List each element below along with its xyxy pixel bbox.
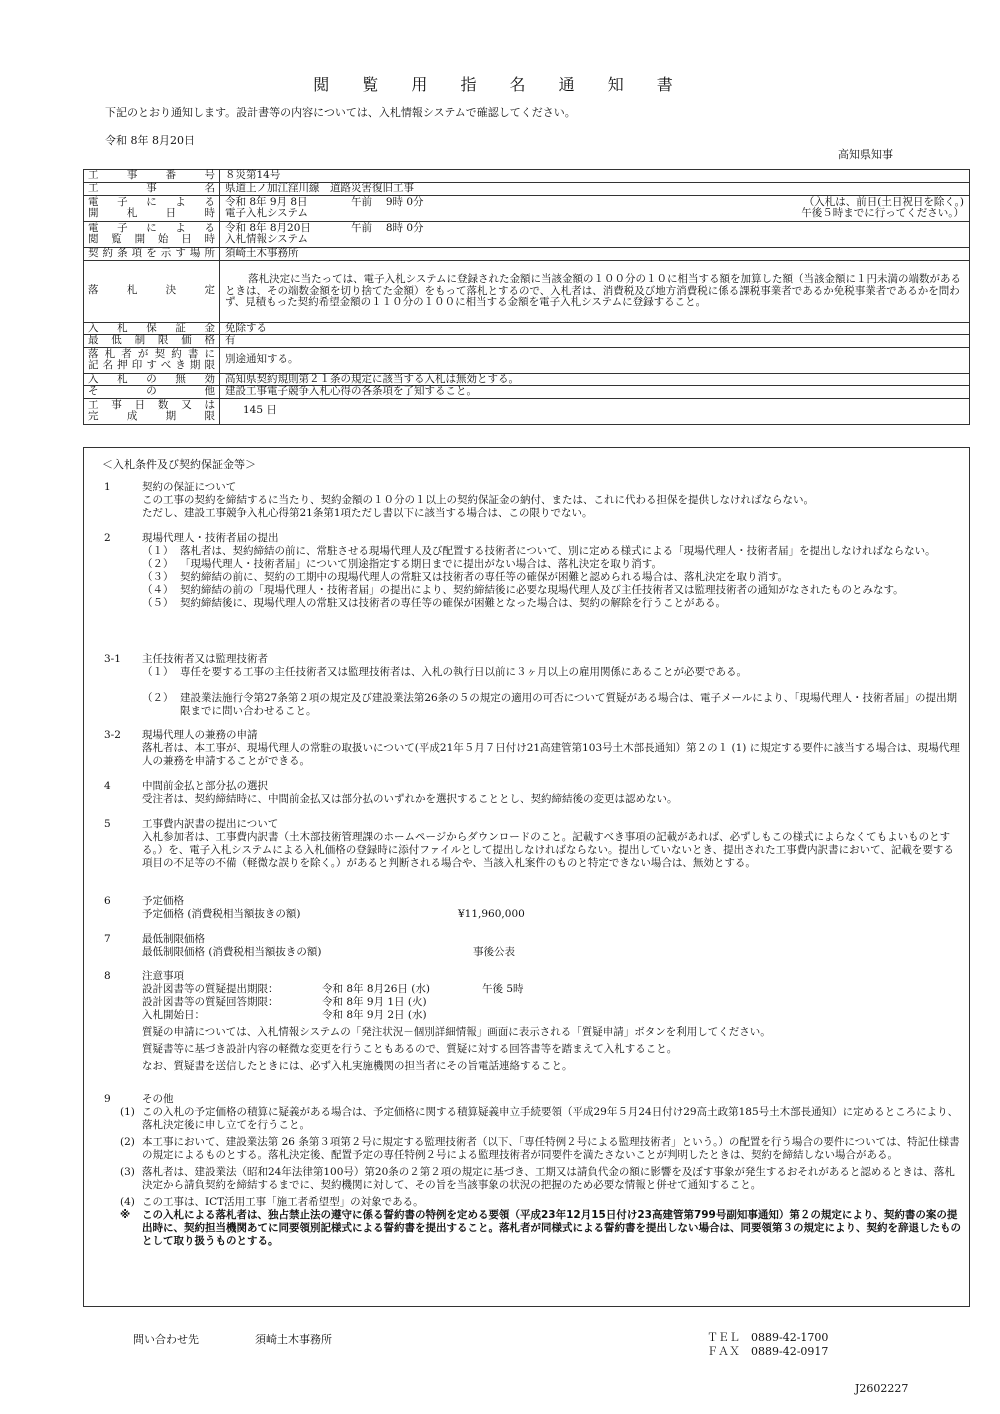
section-9-item: (4) この工事は、ICT活用工事「施工者希望型」の対象である。 [120, 1196, 424, 1208]
contract-place: 須崎土木事務所 [220, 247, 970, 260]
section-8: 8 注意事項 設計図書等の質疑提出期限： 令和 8年 8月26日 (水) 午後 5時 設計図書等の質疑回答期限： 令和 8年 9月 1日 (火) 入札開始日： 令和 8年 9月 2日 (水) 質疑の申請については、入札情報システムの「発注状況－個別詳細情報」画面に表示される「質疑申請」ボタンを利用してください。 質疑書等に基づき設計内容の軽微な変更を行うこともあるので、質疑に対する回答書等を踏まえて入札すること。 なお、質疑書を送信したときには、必ず入札実施機関の担当者にその旨電話連絡すること。 [104, 970, 964, 1073]
invalid: 高知県契約規則第２１条の規定に該当する入札は無効とする。 [220, 373, 970, 386]
sign-deadline: 別途通知する。 [220, 347, 970, 373]
label-contract-place: 契約条項を示す場所 [84, 247, 220, 260]
section-5-title: 工事費内訳書の提出について [142, 818, 279, 830]
label-other: そ の 他 [84, 386, 220, 399]
info-table [83, 169, 970, 425]
label-bid-datetime: 電 子 に よ る 開 札 日 時 [84, 195, 220, 221]
section-1: 1 契約の保証について この工事の契約を締結するに当たり、契約金額の１０分の１以上の契約保証金の納付、または、これに代わる担保を提供しなければならない。 ただし、建設工事競争入札心得第21条第1項ただし書以下に該当する場合は、この限りでない。 [104, 481, 964, 520]
label-award: 落 札 決 定 [84, 260, 220, 322]
label-view-datetime: 電 子 に よ る 閲 覧 開 始 日 時 [84, 221, 220, 247]
min-price: 有 [220, 335, 970, 348]
label-min-price: 最 低 制 限 価 格 [84, 335, 220, 348]
view-system: 入札情報システム [225, 233, 308, 245]
section-3-1-title: 主任技術者又は監理技術者 [142, 653, 268, 665]
bid-date: 令和 8年 9月 8日 [225, 195, 308, 208]
section-4: 4 中間前金払と部分払の選択 受注者は、契約締結時に、中間前金払又は部分払のいずれかを選択することとし、契約締結後の変更は認めない。 [104, 780, 964, 806]
issuing-authority: 高知県知事 [838, 148, 893, 161]
section-2-title: 現場代理人・技術者届の提出 [142, 532, 279, 544]
view-date: 令和 8年 8月20日 [225, 221, 311, 234]
section-3-2: 3-2 現場代理人の兼務の申請 落札者は、本工事が、現場代理人の常駐の取扱いについて(平成21年５月７日付け21高建管第103号土木部長通知）第２の１ (1) に規定する要件に該当する場合は、現場代理人の兼務を申請することができる。 [104, 729, 964, 768]
section-9-item: (2) 本工事において、建設業法第 26 条第３項第２号に規定する監理技術者（以下、「専任特例２号による監理技術者」という。）の配置を行う場合の要件については、特記仕様書の規定によるものとする。落札決定後、配置予定の専任特例２号による監理技術者が同要件を満たさないことが判明したときは、契約を締結しない場合がある。 [120, 1136, 960, 1161]
min-price-value: 事後公表 [473, 946, 515, 958]
conditions-heading: ＜入札条件及び契約保証金等＞ [102, 458, 256, 471]
section-5: 5 工事費内訳書の提出について 入札参加者は、工事費内訳書（土木部技術管理課のホームページからダウンロードのこと。記載すべき事項の記載があれば、必ずしもこの様式によらなくてもよいものとする。）を、電子入札システムによる入札価格の登録時に添付ファイルとして提出しなければならない。提出していないとき、提出された工事費内訳書において、記載を要する項目の不足等の不備（軽微な誤りを除く。）があると判断される場合や、当該入札案件のものと特定できない場合は、無効とする。 [104, 818, 964, 870]
planned-price-label: 予定価格 (消費税相当額抜きの額) [142, 908, 301, 920]
work-no: ８災第14号 [220, 170, 970, 183]
planned-price-value: ¥11,960,000 [458, 908, 525, 920]
section-6: 6 予定価格 予定価格 (消費税相当額抜きの額) ¥11,960,000 [104, 895, 964, 921]
award-text: 落札決定に当たっては、電子入札システムに登録された金額に当該金額の１００分の１０に相当する額を加算した額（当該金額に１円未満の端数があるときは、その端数金額を切り捨てた金額）をもって落札とするので、入札者は、消費税及び地方消費税に係る課税事業者であるか免税事業者であるかを問わず、見積もった契約希望金額の１１０分の１００に相当する金額を電子入札システムに登録すること。 [220, 260, 970, 322]
view-datetime [220, 221, 970, 247]
section-2-item: （４） 契約締結の前の「現場代理人・技術者届」の提出により、契約締結後に必要な現場代理人及び主任技術者又は監理技術者の通知がなされたものとみなす。 [142, 584, 904, 596]
contact-tel: ＴＥＬ 0889-42-1700 [707, 1331, 829, 1344]
section-3-2-title: 現場代理人の兼務の申請 [142, 729, 258, 741]
antimonopoly-note: ※ この入札による落札者は、独占禁止法の遵守に係る誓約書の特例を定める要領（平成23年12月15日付け23高建管第799号副知事通知）第２の規定により、契約書の案の提出時に、契約担当機関あてに同要領別記様式による誓約書を提出すること。落札者が同様式による誓約書を提出しない場合は、同要領第３の規定により、契約を辞退したものとして取り扱うものとする。 [120, 1209, 961, 1247]
section-9-title: その他 [142, 1093, 174, 1105]
document-code: J2602227 [855, 1382, 909, 1395]
section-3-1: 3-1 主任技術者又は監理技術者 （１） 専任を要する工事の主任技術者又は監理技術者は、入札の執行日以前に３ヶ月以上の雇用関係にあることが必要である。 （２） 建設業法施行令第27条第２項の規定及び建設業法第26条の５の規定の適用の可否について質疑がある場合は、電子メールにより、「現場代理人・技術者届」の提出期限までに問い合わせること。 [104, 653, 964, 718]
section-8-title: 注意事項 [142, 970, 184, 982]
deposit: 免除する [220, 322, 970, 335]
conditions-box [83, 447, 970, 1307]
min-price-label: 最低制限価格 (消費税相当額抜きの額) [142, 946, 322, 958]
contact-fax: ＦＡＸ 0889-42-0917 [707, 1345, 829, 1358]
notice-date: 令和 8年 8月20日 [105, 134, 195, 147]
contact-office: 須崎土木事務所 [255, 1333, 332, 1346]
section-9-item: (1) この入札の予定価格の積算に疑義がある場合は、予定価格に関する積算疑義申立手続要領（平成29年５月24日付け29高土政第185号土木部長通知）に定めるところにより、落札決定後に申し立てを行うこと。 [120, 1106, 959, 1131]
section-2-item: （１） 落札者は、契約締結の前に、常駐させる現場代理人及び配置する技術者について、別に定める様式による「現場代理人・技術者届」を提出しなければならない。 [142, 545, 936, 557]
label-work-no: 工 事 番 号 [84, 170, 220, 183]
section-7: 7 最低制限価格 最低制限価格 (消費税相当額抜きの額) 事後公表 [104, 933, 964, 959]
section-7-title: 最低制限価格 [142, 933, 205, 945]
section-4-title: 中間前金払と部分払の選択 [142, 780, 268, 792]
label-deposit: 入 札 保 証 金 [84, 322, 220, 335]
section-9-item: (3) 落札者は、建設業法（昭和24年法律第100号）第20条の２第２項の規定に基づき、工期又は請負代金の額に影響を及ぼす事象が発生するおそれがあると認めるときは、落札決定から請負契約を締結するまでに、契約機関に対して、その旨を当該事象の状況の把握のため必要な情報と併せて通知すること。 [120, 1166, 955, 1191]
section-6-title: 予定価格 [142, 895, 184, 907]
bid-note-2: 午後５時までに行ってください。） [801, 207, 964, 219]
view-time: 午前 8時 0分 [351, 221, 424, 234]
work-days: 145 日 [220, 398, 970, 424]
label-work-name: 工 事 名 [84, 182, 220, 195]
work-name: 県道上ノ加江窪川線 道路災害復旧工事 [220, 182, 970, 195]
document-title: 閲 覧 用 指 名 通 知 書 [313, 75, 687, 94]
contact-numbers [707, 1331, 828, 1359]
section-2: 2 現場代理人・技術者届の提出 （１） 落札者は、契約締結の前に、常駐させる現場代理人及び配置する技術者について、別に定める様式による「現場代理人・技術者届」を提出しなければならない。 （２） 「現場代理人・技術者届」について別途指定する期日までに提出がない場合は、落札決定を取り消す。 （３） 契約締結の前に、契約の工期中の現場代理人の常駐又は技術者の専任等の確保が困難と認められる場合は、落札決定を取り消す。 （４） 契約締結の前の「現場代理人・技術者届」の提出により、契約締結後に必要な現場代理人及び主任技術者又は監理技術者の通知がなされたものとみなす。 （５） 契約締結後に、現場代理人の常駐又は技術者の専任等の確保が困難となった場合は、契約の解除を行うことがある。 [104, 532, 964, 610]
label-sign-deadline: 落 札 者 が 契 約 書 に 記名押印すべき期限 [84, 347, 220, 373]
label-work-days: 工 事 日 数 又 は 完 成 期 限 [84, 398, 220, 424]
section-9: 9 その他 (1) この入札の予定価格の積算に疑義がある場合は、予定価格に関する積算疑義申立手続要領（平成29年５月24日付け29高土政第185号土木部長通知）に定めるところにより、落札決定後に申し立てを行うこと。 (2) 本工事において、建設業法第 26 条第３項第２号に規定する監理技術者（以下、「専任特例２号による監理技術者」という。）の配置を行う場合の要件については、特記仕様書の規定によるものとする。落札決定後、配置予定の専任特例２号による監理技術者が同要件を満たさないことが判明したときは、契約を締結しない場合がある。 (3) 落札者は、建設業法（昭和24年法律第100号）第20条の２第２項の規定に基づき、工期又は請負代金の額に影響を及ぼす事象が発生するおそれがあると認めるときは、落札決定から請負契約を締結するまでに、契約機関に対して、その旨を当該事象の状況の把握のため必要な情報と併せて通知すること。 (4) この工事は、ICT活用工事「施工者希望型」の対象である。 ※ この入札による落札者は、独占禁止法の遵守に係る誓約書の特例を定める要領（平成23年12月15日付け23高建管第799号副知事通知）第２の規定により、契約書の案の提出時に、契約担当機関あてに同要領別記様式による誓約書を提出すること。落札者が同様式による誓約書を提出しない場合は、同要領第３の規定により、契約を辞退したものとして取り扱うものとする。 [104, 1093, 964, 1248]
section-1-title: 契約の保証について [142, 481, 237, 493]
bid-datetime [220, 195, 970, 221]
section-2-item: （２） 「現場代理人・技術者届」について別途指定する期日までに提出がない場合は、落札決定を取り消す。 [142, 558, 662, 570]
bid-system: 電子入札システム [225, 207, 308, 219]
other: 建設工事電子競争入札心得の各条項を了知すること。 [220, 386, 970, 399]
section-2-item: （３） 契約締結の前に、契約の工期中の現場代理人の常駐又は技術者の専任等の確保が困難と認められる場合は、落札決定を取り消す。 [142, 571, 789, 583]
bid-note-1: （入札は、前日(土日祝日を除く。) [803, 195, 964, 208]
intro-text: 下記のとおり通知します。設計書等の内容については、入札情報システムで確認してください。 [105, 106, 576, 119]
section-2-item: （５） 契約締結後に、現場代理人の常駐又は技術者の専任等の確保が困難となった場合は、契約の解除を行うことがある。 [142, 597, 726, 609]
contact-label: 問い合わせ先 [133, 1333, 199, 1346]
bid-time: 午前 9時 0分 [351, 195, 424, 208]
label-invalid: 入 札 の 無 効 [84, 373, 220, 386]
